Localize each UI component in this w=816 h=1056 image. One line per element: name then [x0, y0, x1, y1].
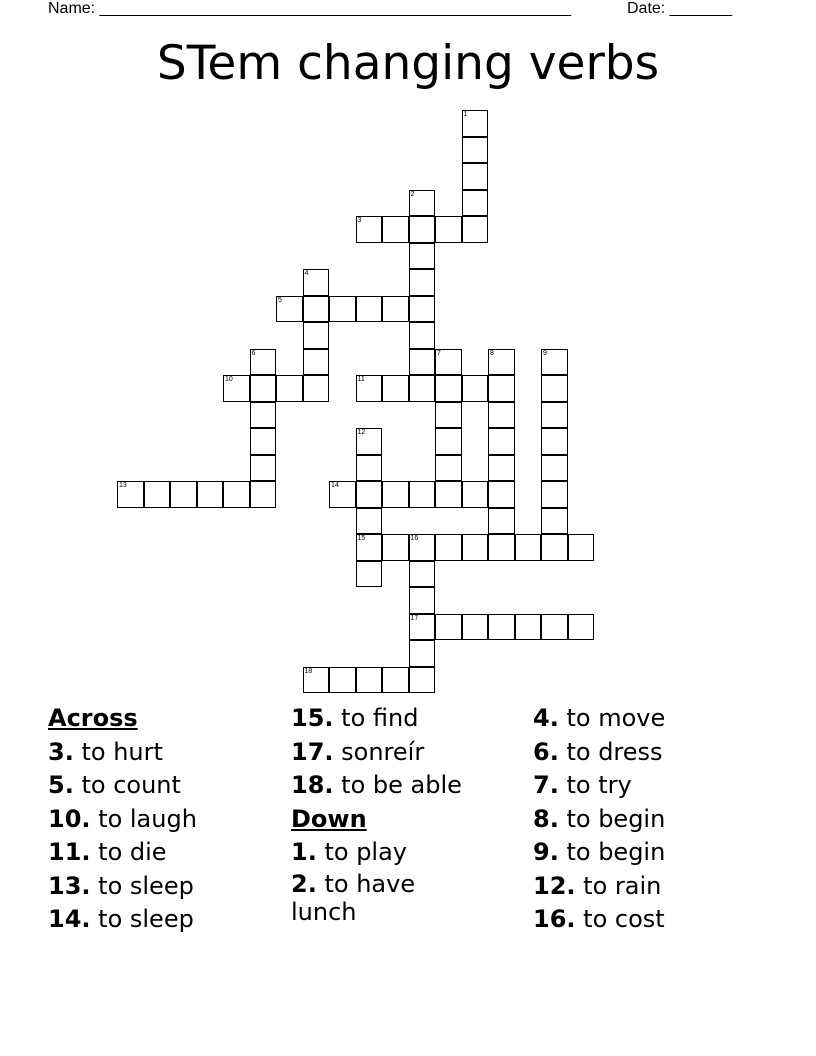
crossword-cell[interactable] [488, 349, 515, 376]
cell-number: 8 [490, 349, 494, 357]
crossword-cell[interactable] [409, 349, 436, 376]
crossword-cell[interactable] [409, 534, 436, 561]
cell-number: 7 [437, 349, 441, 357]
clue-number: 18. [291, 771, 334, 799]
crossword-cell[interactable] [356, 481, 383, 508]
crossword-cell[interactable] [541, 508, 568, 535]
clue-text: to move [566, 704, 666, 732]
clue-number: 2. [291, 869, 317, 898]
crossword-cell[interactable] [541, 481, 568, 508]
crossword-cell[interactable] [409, 561, 436, 588]
cell-number: 1 [463, 111, 468, 118]
cell-number: 11 [357, 376, 365, 383]
clue-text: to sleep [98, 905, 194, 933]
clue-number: 1. [291, 838, 317, 866]
crossword-cell[interactable] [197, 481, 224, 508]
crossword-cell[interactable] [356, 428, 383, 455]
clue-down-12 [533, 870, 793, 904]
crossword-cell[interactable] [250, 455, 277, 482]
crossword-cell[interactable] [382, 667, 409, 694]
crossword-cell[interactable] [356, 216, 383, 243]
clue-down-1 [291, 836, 521, 870]
crossword-cell[interactable] [541, 375, 568, 402]
crossword-cell[interactable] [250, 481, 277, 508]
clue-across-15 [291, 702, 521, 736]
crossword-cell[interactable] [117, 481, 144, 508]
crossword-cell[interactable] [462, 137, 489, 164]
clue-number: 17. [291, 737, 334, 766]
crossword-cell[interactable] [382, 534, 409, 561]
crossword-cell[interactable] [462, 614, 489, 641]
crossword-cell[interactable] [382, 216, 409, 243]
clue-number: 6. [533, 737, 559, 766]
clue-column-1 [48, 702, 278, 937]
cell-number: 2 [410, 190, 415, 198]
clue-number: 10. [48, 804, 91, 833]
crossword-cell[interactable] [515, 614, 542, 641]
clue-number: 14. [48, 905, 91, 933]
clue-text: to laugh [98, 804, 197, 833]
clue-number: 7. [533, 771, 559, 799]
crossword-cell[interactable] [356, 534, 383, 561]
crossword-cell[interactable] [382, 375, 409, 402]
crossword-cell[interactable] [382, 481, 409, 508]
clue-across-10 [48, 803, 278, 837]
clue-down-16 [533, 903, 793, 937]
clue-text: to have lunch [291, 869, 416, 926]
cell-number: 5 [278, 296, 282, 304]
crossword-cell[interactable] [462, 163, 489, 190]
clue-number: 11. [48, 838, 91, 866]
crossword-cell[interactable] [356, 296, 383, 323]
crossword-cell[interactable] [462, 216, 489, 243]
crossword-cell[interactable] [409, 322, 436, 349]
cell-number: 6 [251, 349, 256, 357]
clue-text: to sleep [98, 871, 194, 900]
clue-number: 13. [48, 871, 91, 900]
crossword-cell[interactable] [435, 349, 462, 376]
crossword-cell[interactable] [462, 190, 489, 217]
crossword-cell[interactable] [462, 481, 489, 508]
crossword-cell[interactable] [541, 614, 568, 641]
crossword-cell[interactable] [223, 375, 250, 402]
crossword-cell[interactable] [250, 349, 277, 376]
crossword-cell[interactable] [488, 508, 515, 535]
crossword-cell[interactable] [488, 402, 515, 429]
crossword-cell[interactable] [303, 269, 330, 296]
crossword-cell[interactable] [303, 375, 330, 402]
clue-text: sonreír [341, 737, 425, 766]
clue-down-9 [533, 836, 793, 870]
clue-across-13 [48, 870, 278, 904]
crossword-cell[interactable] [250, 402, 277, 429]
crossword-cell[interactable] [303, 296, 330, 323]
clue-down-2 [291, 870, 441, 926]
crossword-cell[interactable] [356, 508, 383, 535]
crossword-cell[interactable] [356, 667, 383, 694]
crossword-cell[interactable] [250, 428, 277, 455]
clue-column-3 [533, 702, 793, 937]
crossword-cell[interactable] [329, 296, 356, 323]
clue-column-2 [291, 702, 521, 926]
crossword-cell[interactable] [409, 269, 436, 296]
crossword-cell[interactable] [409, 481, 436, 508]
crossword-cell[interactable] [488, 614, 515, 641]
crossword-cell[interactable] [144, 481, 171, 508]
name-field: Name: _____________________________________________________ [48, 0, 572, 17]
clue-text: to find [341, 704, 419, 732]
cell-number: 3 [357, 217, 362, 224]
clue-text: to be able [341, 771, 462, 799]
crossword-cell[interactable] [382, 296, 409, 323]
cell-number: 18 [304, 667, 313, 675]
crossword-cell[interactable] [541, 455, 568, 482]
crossword-cell[interactable] [356, 375, 383, 402]
clue-text: to rain [583, 871, 662, 900]
crossword-cell[interactable] [329, 667, 356, 694]
clue-number: 12. [533, 871, 576, 900]
clue-text: to hurt [81, 737, 163, 766]
clue-down-7 [533, 769, 793, 803]
crossword-cell[interactable] [515, 534, 542, 561]
crossword-cell[interactable] [488, 428, 515, 455]
clue-down-8 [533, 803, 793, 837]
crossword-cell[interactable] [435, 455, 462, 482]
across-heading: Across [48, 704, 138, 732]
clue-text: to begin [566, 838, 666, 866]
clue-across-5 [48, 769, 278, 803]
crossword-cell[interactable] [488, 481, 515, 508]
crossword-cell[interactable] [409, 640, 436, 667]
crossword-cell[interactable] [409, 190, 436, 217]
clue-across-18 [291, 769, 521, 803]
crossword-cell[interactable] [488, 455, 515, 482]
crossword-cell[interactable] [329, 481, 356, 508]
crossword-cell[interactable] [435, 614, 462, 641]
clue-text: to die [98, 838, 167, 866]
crossword-cell[interactable] [462, 534, 489, 561]
crossword-cell[interactable] [276, 296, 303, 323]
crossword-cell[interactable] [541, 402, 568, 429]
page-title: STem changing verbs [156, 36, 660, 91]
clue-text: to cost [583, 905, 665, 933]
clue-number: 4. [533, 704, 559, 732]
crossword-cell[interactable] [170, 481, 197, 508]
cell-number: 15 [357, 535, 366, 542]
crossword-cell[interactable] [435, 216, 462, 243]
clue-text: to dress [566, 737, 663, 766]
clue-across-14 [48, 903, 278, 937]
crossword-cell[interactable] [435, 534, 462, 561]
clue-across-17 [291, 736, 521, 770]
clue-number: 15. [291, 704, 334, 732]
crossword-cell[interactable] [409, 216, 436, 243]
crossword-cell[interactable] [541, 534, 568, 561]
crossword-cell[interactable] [435, 375, 462, 402]
crossword-cell[interactable] [462, 375, 489, 402]
clue-text: to play [324, 838, 408, 866]
crossword-cell[interactable] [541, 349, 568, 376]
crossword-cell[interactable] [462, 110, 489, 137]
crossword-cell[interactable] [409, 375, 436, 402]
crossword-cell[interactable] [435, 481, 462, 508]
crossword-cell[interactable] [356, 561, 383, 588]
crossword-cell[interactable] [435, 428, 462, 455]
cell-number: 10 [225, 376, 233, 383]
crossword-cell[interactable] [356, 455, 383, 482]
clue-number: 16. [533, 905, 576, 933]
clue-number: 8. [533, 804, 559, 833]
clue-text: to try [566, 771, 632, 799]
crossword-cell[interactable] [276, 375, 303, 402]
crossword-cell[interactable] [303, 667, 330, 694]
crossword-cell[interactable] [488, 375, 515, 402]
crossword-cell[interactable] [409, 667, 436, 694]
clue-number: 9. [533, 838, 559, 866]
down-heading: Down [291, 804, 367, 833]
cell-number: 16 [410, 535, 419, 542]
clue-across-3 [48, 736, 278, 770]
crossword-cell[interactable] [223, 481, 250, 508]
crossword-cell[interactable] [250, 375, 277, 402]
cell-number: 9 [543, 349, 547, 357]
crossword-cell[interactable] [541, 428, 568, 455]
crossword-cell[interactable] [303, 349, 330, 376]
cell-number: 4 [304, 270, 309, 277]
crossword-cell[interactable] [435, 402, 462, 429]
crossword-cell[interactable] [568, 614, 595, 641]
crossword-cell[interactable] [409, 296, 436, 323]
clue-down-4 [533, 702, 793, 736]
cell-number: 14 [331, 482, 339, 489]
crossword-cell[interactable] [303, 322, 330, 349]
crossword-cell[interactable] [409, 614, 436, 641]
clue-across-11 [48, 836, 278, 870]
crossword-cell[interactable] [488, 534, 515, 561]
clue-text: to begin [566, 804, 666, 833]
crossword-cell[interactable] [568, 534, 595, 561]
cell-number: 17 [410, 614, 419, 622]
cell-number: 13 [119, 482, 127, 489]
cell-number: 12 [357, 429, 366, 436]
clue-number: 3. [48, 737, 74, 766]
crossword-cell[interactable] [409, 243, 436, 270]
clue-number: 5. [48, 771, 74, 799]
clue-down-6 [533, 736, 793, 770]
date-field: Date: _______ [627, 0, 732, 17]
clue-text: to count [81, 771, 181, 799]
crossword-cell[interactable] [409, 587, 436, 614]
